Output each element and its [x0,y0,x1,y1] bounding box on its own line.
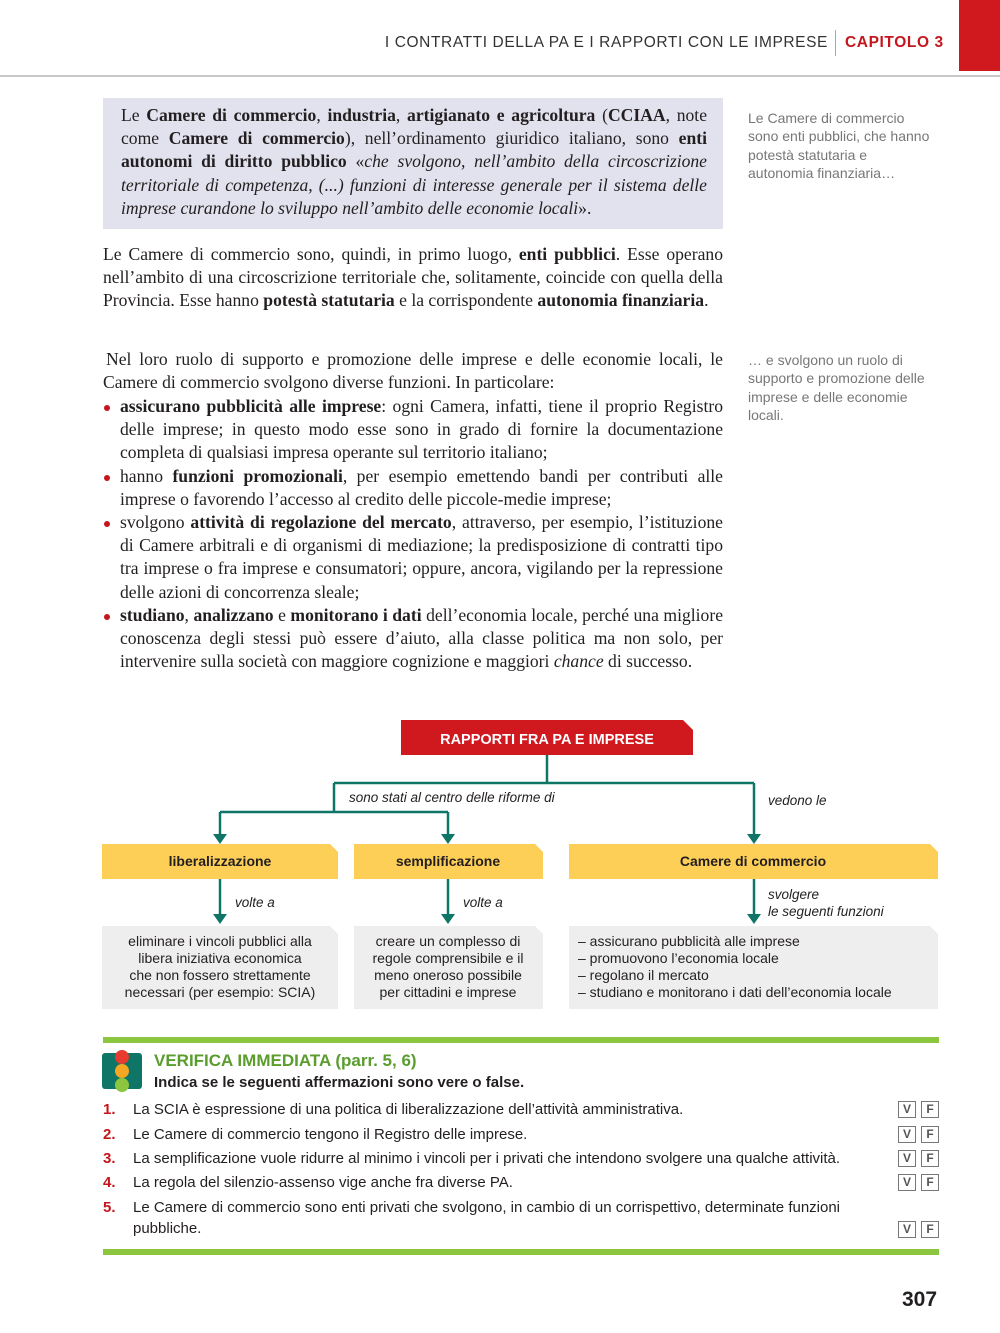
paragraph-bold: autonomia finanziaria [537,290,705,311]
true-false-boxes [898,1221,939,1238]
paragraph-enti-pubblici [103,243,723,313]
item-text: svolgono [120,512,191,533]
question-text: Le Camere di commercio tengono il Registro delle imprese. [133,1126,528,1143]
leaf-semplificazione-line: meno oneroso possibile [374,967,522,983]
true-checkbox[interactable]: V [898,1174,916,1191]
amber-light [115,1064,129,1078]
true-false-boxes [898,1101,939,1118]
leaf-camere-line: – studiano e monitorano i dati dell’economia locale [578,984,892,1000]
edge-label-svolgere: svolgere [768,887,820,902]
true-checkbox[interactable]: V [898,1221,916,1238]
list-item [103,511,723,604]
definition-text: ( [595,105,608,125]
definition-term: industria [327,105,396,125]
false-checkbox[interactable]: F [921,1221,939,1238]
definition-text: , note come [121,105,708,149]
leaf-semplificazione-line: creare un complesso di [375,933,521,949]
node-semplificazione-label: semplificazione [395,853,501,869]
leaf-camere-line: – regolano il mercato [578,967,709,983]
paragraph-funzioni: Nel loro ruolo di supporto e promozione delle imprese e delle economie locali, le Camere di commercio svolgono diverse funzioni. In particolare: [103,349,723,393]
paragraph-bold: enti pubblici [518,244,616,264]
margin-note: … e svolgono un ruolo di supporto e promozione delle imprese e delle economie locali. [748,352,925,424]
definition-box [103,98,723,229]
definition-term: Camere di commercio [146,105,317,125]
definition-term: artigianato e agricoltura [407,105,596,125]
definition-text: , [316,105,328,125]
leaf-liberalizzazione-line: necessari (per esempio: SCIA) [124,984,316,1000]
leaf-semplificazione-line: regole comprensibile e il [372,950,524,966]
true-checkbox[interactable]: V [898,1150,916,1167]
question-text: La semplificazione vuole ridurre al minimo i vincoli per i privati che intendono svolgere una qualche attività. [133,1150,841,1167]
verifica-top-rule [103,1037,939,1043]
traffic-light-icon [102,1053,142,1089]
leaf-semplificazione-line: per cittadini e imprese [379,984,517,1000]
leaf-liberalizzazione-line: libera iniziativa economica [138,950,302,966]
root-node-label: RAPPORTI FRA PA E IMPRESE [440,732,654,748]
question-row [103,1172,939,1194]
item-bold: studiano [120,604,185,625]
verifica-instructions: Indica se le seguenti affermazioni sono vere o false. [154,1074,525,1091]
item-text: e [273,604,291,625]
question-row [103,1124,939,1146]
leaf-liberalizzazione-line: che non fossero strettamente [129,967,311,983]
green-light [115,1078,129,1092]
paragraph-text: e la corrispondente [394,290,538,311]
definition-quote: che svolgono, nell’ambito della circoscrizione territoriale di competenza, (...) funzioni di interesse generale per il sistema delle imprese curandone lo sviluppo nell’ambito delle economie locali [121,151,707,218]
leaf-liberalizzazione-line: eliminare i vincoli pubblici alla [128,933,312,949]
definition-text: , [395,105,408,125]
leaf-camere-line: – assicurano pubblicità alle imprese [578,933,800,949]
functions-list [103,395,723,673]
paragraph-text: Le Camere di commercio sono, quindi, in primo luogo, [103,244,519,264]
question-number: 5. [103,1199,116,1216]
paragraph-bold: potestà statutaria [263,290,395,311]
item-text: di successo. [603,651,693,672]
item-text: , per esempio emettendo bandi per contributi alle imprese o favorendo l’accesso al credito delle piccole-medie imprese; [120,465,723,509]
page-header [0,0,1000,76]
verifica-title: VERIFICA IMMEDIATA (parr. 5, 6) [154,1051,417,1070]
false-checkbox[interactable]: F [921,1126,939,1143]
node-liberalizzazione-label: liberalizzazione [168,853,272,869]
header-divider [0,75,1000,77]
edge-label-vedono: vedono le [768,793,827,808]
definition-text: ». [578,197,592,218]
question-text: La SCIA è espressione di una politica di liberalizzazione dell’attività amministrativa. [133,1101,684,1118]
header-separator [835,30,836,56]
question-row [103,1148,939,1170]
edge-label-funzioni: le seguenti funzioni [768,904,884,919]
node-camere-label: Camere di commercio [679,853,827,869]
paragraph-text: . [704,290,709,311]
question-text: La regola del silenzio-assenso vige anche fra diverse PA. [133,1174,513,1191]
item-text: hanno [120,465,173,486]
chapter-label: CAPITOLO 3 [845,34,944,51]
margin-note: Le Camere di commercio sono enti pubblici, che hanno potestà statutaria e autonomia finanziaria… [748,110,930,182]
leaf-camere-line: – promuovono l’economia locale [578,950,779,966]
false-checkbox[interactable]: F [921,1150,939,1167]
item-bold: monitorano i dati [290,604,422,625]
definition-text: Le [121,105,147,125]
definition-term: Camere di commercio [168,128,345,149]
question-row [103,1197,939,1241]
question-text: Le Camere di commercio sono enti privati che svolgono, in cambio di un corrispettivo, determinate funzioni pubbliche. [133,1199,841,1237]
question-number: 1. [103,1101,116,1118]
false-checkbox[interactable]: F [921,1101,939,1118]
true-false-boxes [898,1126,939,1143]
definition-term: CCIAA [607,105,666,125]
paragraph-text: . Esse operano nell’ambito di una circoscrizione territoriale che, solitamente, coincide con quella della Provincia. Esse hanno [103,244,724,311]
edge-label-volte-a: volte a [463,895,503,910]
chapter-tab [959,0,1000,71]
question-row [103,1099,939,1121]
true-checkbox[interactable]: V [898,1101,916,1118]
red-light [115,1050,129,1064]
item-text: dell’economia locale, perché una migliore conoscenza degli stessi può essere d’aiuto, alla classe politica ma non solo, per intervenire sulla società con maggiore cognizione e maggiori [120,604,724,672]
edge-label-volte-a: volte a [235,895,275,910]
edge-label-riforme: sono stati al centro delle riforme di [349,790,555,805]
true-false-boxes [898,1150,939,1167]
definition-term: enti autonomi di diritto pubblico [121,128,707,172]
question-number: 4. [103,1174,116,1191]
false-checkbox[interactable]: F [921,1174,939,1191]
true-checkbox[interactable]: V [898,1126,916,1143]
verifica-bottom-rule [103,1249,939,1255]
question-number: 2. [103,1126,116,1143]
list-item [103,604,723,674]
true-false-boxes [898,1174,939,1191]
definition-text: ), nell’ordinamento giuridico italiano, sono [344,128,679,149]
concept-map [0,700,1000,1020]
item-bold: assicurano pubblicità alle imprese [120,396,382,416]
page-number: 307 [902,1288,938,1311]
item-bold: attività di regolazione del mercato [190,512,452,533]
connectors [220,755,754,918]
definition-text: « [346,151,365,172]
item-bold: analizzano [193,604,274,625]
list-item [103,465,723,511]
list-item [103,395,723,465]
item-text: , [184,604,194,625]
item-text: , attraverso, per esempio, l’istituzione di Camere arbitrali e di organismi di mediazione; la predisposizione di contratti tipo tra imprese o fra imprese e consumatori; oppure, ancora, vigilando per la repressione delle azioni di concorrenza sleale; [120,512,723,602]
running-title: I CONTRATTI DELLA PA E I RAPPORTI CON LE IMPRESE [384,34,828,51]
question-number: 3. [103,1150,116,1167]
item-italic: chance [553,651,604,672]
item-text: : ogni Camera, infatti, tiene il proprio Registro delle imprese; in questo modo esse sono in grado di fornire la documentazione completa di qualsiasi impresa operante sul territorio italiano; [120,396,723,463]
item-bold: funzioni promozionali [172,465,343,486]
